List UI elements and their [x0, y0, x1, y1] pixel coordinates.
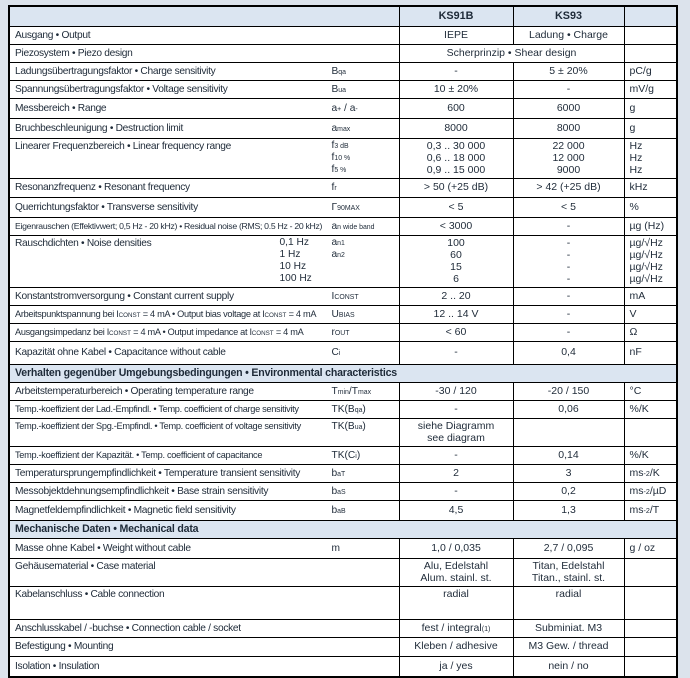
table-row	[9, 501, 677, 521]
unit-cell: $ms^{-2}/\mu D$	[624, 483, 677, 501]
value-cell-ks93: Ladung • Charge	[513, 27, 624, 45]
param-cell	[9, 401, 399, 419]
param-label: Temp.-koeffizient der Lad.-Empfindl. • Temp. coefficient of charge sensitivity	[15, 403, 299, 414]
symbol: $\Gamma_{90MAX}$	[331, 201, 360, 213]
symbol: $TK(B_{ua})$	[331, 421, 366, 432]
value-cell-ks93: 8000	[513, 119, 624, 139]
param-label: Temperatursprungempfindlichkeit • Temperature transient sensitivity	[15, 467, 301, 479]
unit-cell: pC/g	[624, 63, 677, 81]
spec-table	[8, 5, 678, 678]
table-row	[9, 45, 677, 63]
symbol: $b_{aB}$	[331, 504, 346, 516]
param-label: Resonanzfrequenz • Resonant frequency	[15, 182, 190, 193]
param-label: Piezosystem • Piezo design	[15, 47, 133, 59]
param-cell	[9, 638, 399, 657]
datasheet-page	[0, 5, 690, 672]
param-header-cell	[9, 6, 399, 27]
section-title-cell: Verhalten gegenüber Umgebungsbedingungen • Environmental characteristics	[9, 365, 677, 383]
value-cell-ks91b: Kleben / adhesive	[399, 638, 513, 657]
value-cell-ks93: -	[513, 81, 624, 99]
table-row	[9, 401, 677, 419]
value-cell-ks93: -	[513, 324, 624, 342]
table-row	[9, 383, 677, 401]
param-label: Kabelanschluss • Cable connection	[15, 589, 165, 600]
table-row	[9, 539, 677, 559]
param-label: Arbeitspunktspannung bei $I_{CONST} = 4$ mA • Output bias voltage at $I_{CONST} = 4$ mA	[15, 308, 317, 319]
value-cell-ks91b: 12 .. 14 V	[399, 306, 513, 324]
unit-cell	[624, 657, 677, 678]
value-cell-ks93: -20 / 150	[513, 383, 624, 401]
value-cell-ks93: Subminiat. M3	[513, 620, 624, 638]
value-cell-ks93: 0,14	[513, 447, 624, 465]
symbol: $TK(B_{qa})$	[331, 403, 366, 415]
param-label: Gehäusematerial • Case material	[15, 561, 156, 572]
value-cell-ks93: > 42 (+25 dB)	[513, 179, 624, 198]
value-cell-ks93: 2,7 / 0,095	[513, 539, 624, 559]
unit-cell: $ms^{-2}/K$	[624, 465, 677, 483]
value-cell-ks93: 0,4	[513, 342, 624, 365]
param-label: Kapazität ohne Kabel • Capacitance without cable	[15, 347, 226, 358]
param-cell	[9, 99, 399, 119]
symbol: $b_{aS}$	[331, 485, 346, 497]
value-cell-ks91b: 10 ± 20%	[399, 81, 513, 99]
param-cell	[9, 383, 399, 401]
spec-table-body	[9, 6, 677, 677]
value-cell-ks91b: Alu, Edelstahl Alum. stainl. st.	[399, 559, 513, 587]
unit-cell: kHz	[624, 179, 677, 198]
model-header-ks93: KS93	[513, 6, 624, 27]
symbol: $B_{qa}$	[331, 65, 346, 77]
value-cell-ks93: nein / no	[513, 657, 624, 678]
value-cell-ks91b: -	[399, 447, 513, 465]
value-cell-ks91b: -	[399, 401, 513, 419]
value-cell-ks91b: -	[399, 342, 513, 365]
table-row	[9, 179, 677, 198]
param-cell	[9, 342, 399, 365]
param-label: Isolation • Insulation	[15, 660, 100, 672]
unit-cell	[624, 419, 677, 447]
table-row	[9, 99, 677, 119]
merged-value-cell: Scherprinzip • Shear design	[399, 45, 624, 63]
unit-cell: g	[624, 119, 677, 139]
param-label: Temp.-koeffizient der Kapazität. • Temp. coefficient of capacitance	[15, 449, 263, 460]
param-label: Eigenrauschen (Effektivwert; 0,5 Hz - 20 kHz) • Residual noise (RMS; 0.5 Hz - 20 kHz)	[15, 220, 323, 231]
unit-cell	[624, 45, 677, 63]
table-row	[9, 620, 677, 638]
value-cell-ks91b: 2	[399, 465, 513, 483]
param-cell	[9, 447, 399, 465]
symbol: m	[331, 542, 340, 554]
table-row	[9, 63, 677, 81]
symbol: $T_{min}/T_{max}$	[331, 385, 372, 397]
value-cell-ks93: -	[513, 306, 624, 324]
param-sub-frequencies: 0,1 Hz 1 Hz 10 Hz 100 Hz	[279, 237, 312, 284]
unit-cell: %	[624, 198, 677, 218]
symbol: $f_{3 dB}$ $f_{10 \%}$ $f_{5 \%}$	[331, 140, 351, 175]
value-cell-ks91b: ja / yes	[399, 657, 513, 678]
value-cell-ks91b: 1,0 / 0,035	[399, 539, 513, 559]
symbol: $f_r$	[331, 182, 337, 193]
param-label: Bruchbeschleunigung • Destruction limit	[15, 122, 183, 134]
unit-header-cell	[624, 6, 677, 27]
symbol: $I_{CONST}$	[331, 290, 359, 302]
param-label: Messbereich • Range	[15, 102, 107, 114]
param-label: Ladungsübertragungsfaktor • Charge sensitivity	[15, 65, 216, 77]
value-cell-ks91b: > 50 (+25 dB)	[399, 179, 513, 198]
param-label: Temp.-koeffizient der Spg.-Empfindl. • Temp. coefficient of voltage sensitivity	[15, 421, 301, 431]
table-row	[9, 587, 677, 620]
column-header-row	[9, 6, 677, 27]
symbol: $r_{OUT}$	[331, 326, 350, 338]
param-cell	[9, 27, 399, 45]
unit-cell: µg (Hz)	[624, 218, 677, 236]
table-row	[9, 447, 677, 465]
param-label: Querrichtungsfaktor • Transverse sensitivity	[15, 201, 198, 213]
value-cell-ks91b: fest / integral$^{(1)}$	[399, 620, 513, 638]
value-cell-ks91b: radial	[399, 587, 513, 620]
unit-cell: Ω	[624, 324, 677, 342]
value-cell-ks91b: 4,5	[399, 501, 513, 521]
value-cell-ks93: 22 000 12 000 9000	[513, 139, 624, 179]
table-row	[9, 27, 677, 45]
value-cell-ks91b: 2 .. 20	[399, 288, 513, 306]
param-label: Masse ohne Kabel • Weight without cable	[15, 542, 191, 554]
unit-cell: Hz Hz Hz	[624, 139, 677, 179]
symbol: $C_i$	[331, 347, 341, 358]
value-cell-ks91b: 8000	[399, 119, 513, 139]
param-cell	[9, 236, 399, 288]
param-cell	[9, 218, 399, 236]
param-cell	[9, 324, 399, 342]
table-row	[9, 81, 677, 99]
table-row	[9, 139, 677, 179]
value-cell-ks93: < 5	[513, 198, 624, 218]
value-cell-ks93: radial	[513, 587, 624, 620]
value-cell-ks91b: IEPE	[399, 27, 513, 45]
table-row	[9, 198, 677, 218]
symbol: $a_{n1}$ $a_{n2}$	[331, 237, 345, 260]
table-row	[9, 419, 677, 447]
value-cell-ks91b: < 60	[399, 324, 513, 342]
param-cell	[9, 559, 399, 587]
unit-cell: g	[624, 99, 677, 119]
param-cell	[9, 657, 399, 678]
param-cell	[9, 119, 399, 139]
param-label: Befestigung • Mounting	[15, 641, 114, 652]
unit-cell	[624, 638, 677, 657]
param-cell	[9, 306, 399, 324]
param-label: Konstantstromversorgung • Constant current supply	[15, 290, 234, 302]
unit-cell: µg/√Hz µg/√Hz µg/√Hz µg/√Hz	[624, 236, 677, 288]
param-cell	[9, 483, 399, 501]
value-cell-ks91b: -	[399, 63, 513, 81]
table-row	[9, 324, 677, 342]
value-cell-ks93: M3 Gew. / thread	[513, 638, 624, 657]
unit-cell: mA	[624, 288, 677, 306]
section-header-row	[9, 521, 677, 539]
unit-cell: %/K	[624, 447, 677, 465]
param-cell	[9, 198, 399, 218]
unit-cell: g / oz	[624, 539, 677, 559]
table-row	[9, 119, 677, 139]
unit-cell	[624, 27, 677, 45]
value-cell-ks93: - - - -	[513, 236, 624, 288]
value-cell-ks91b: -30 / 120	[399, 383, 513, 401]
param-label: Ausgang • Output	[15, 29, 91, 41]
param-cell	[9, 501, 399, 521]
section-title-cell: Mechanische Daten • Mechanical data	[9, 521, 677, 539]
symbol: $U_{BIAS}$	[331, 308, 355, 320]
table-row	[9, 342, 677, 365]
value-cell-ks91b: < 5	[399, 198, 513, 218]
unit-cell: nF	[624, 342, 677, 365]
param-cell	[9, 45, 399, 63]
value-cell-ks91b: 100 60 15 6	[399, 236, 513, 288]
unit-cell	[624, 587, 677, 620]
unit-cell	[624, 620, 677, 638]
table-row	[9, 218, 677, 236]
value-cell-ks93: 6000	[513, 99, 624, 119]
unit-cell: °C	[624, 383, 677, 401]
unit-cell: mV/g	[624, 81, 677, 99]
value-cell-ks91b: -	[399, 483, 513, 501]
param-label: Linearer Frequenzbereich • Linear frequency range	[15, 141, 231, 152]
value-cell-ks93: 3	[513, 465, 624, 483]
value-cell-ks93: 5 ± 20%	[513, 63, 624, 81]
param-cell	[9, 587, 399, 620]
table-row	[9, 657, 677, 678]
symbol: $b_{aT}$	[331, 467, 346, 479]
table-row	[9, 236, 677, 288]
section-header-row	[9, 365, 677, 383]
param-label: Anschlusskabel / -buchse • Connection cable / socket	[15, 622, 241, 634]
value-cell-ks93: -	[513, 288, 624, 306]
param-label: Rauschdichten • Noise densities	[15, 238, 152, 249]
model-header-ks91b: KS91B	[399, 6, 513, 27]
param-label: Spannungsübertragungsfaktor • Voltage sensitivity	[15, 83, 228, 95]
unit-cell	[624, 559, 677, 587]
param-cell	[9, 81, 399, 99]
value-cell-ks93: -	[513, 218, 624, 236]
table-row	[9, 306, 677, 324]
value-cell-ks93	[513, 419, 624, 447]
param-label: Messobjektdehnungsempfindlichkeit • Base strain sensitivity	[15, 485, 269, 497]
table-row	[9, 465, 677, 483]
symbol: $B_{ua}$	[331, 83, 346, 95]
symbol: $TK(C_i)$	[331, 449, 361, 461]
param-label: Arbeitstemperaturbereich • Operating temperature range	[15, 385, 254, 397]
param-cell	[9, 539, 399, 559]
value-cell-ks93: 0,06	[513, 401, 624, 419]
table-row	[9, 559, 677, 587]
table-row	[9, 483, 677, 501]
unit-cell: V	[624, 306, 677, 324]
param-cell	[9, 620, 399, 638]
param-label: Magnetfeldempfindlichkeit • Magnetic field sensitivity	[15, 504, 236, 516]
unit-cell: $ms^{-2}/T$	[624, 501, 677, 521]
symbol: $a_+ / a_-$	[331, 102, 358, 114]
param-cell	[9, 139, 399, 179]
symbol: $a_{max}$	[331, 122, 351, 134]
param-cell	[9, 419, 399, 447]
param-label: Ausgangsimpedanz bei $I_{CONST} = 4$ mA • Output impedance at $I_{CONST} = 4$ mA	[15, 326, 304, 337]
unit-cell: %/K	[624, 401, 677, 419]
param-cell	[9, 288, 399, 306]
param-cell	[9, 465, 399, 483]
value-cell-ks91b: 600	[399, 99, 513, 119]
table-row	[9, 638, 677, 657]
param-cell	[9, 63, 399, 81]
value-cell-ks91b: siehe Diagramm see diagram	[399, 419, 513, 447]
value-cell-ks91b: < 3000	[399, 218, 513, 236]
value-cell-ks91b: 0,3 .. 30 000 0,6 .. 18 000 0,9 .. 15 000	[399, 139, 513, 179]
table-row	[9, 288, 677, 306]
value-cell-ks93: 0,2	[513, 483, 624, 501]
param-cell	[9, 179, 399, 198]
symbol: $a_{n wide band}$	[331, 220, 375, 232]
value-cell-ks93: Titan, Edelstahl Titan., stainl. st.	[513, 559, 624, 587]
value-cell-ks93: 1,3	[513, 501, 624, 521]
